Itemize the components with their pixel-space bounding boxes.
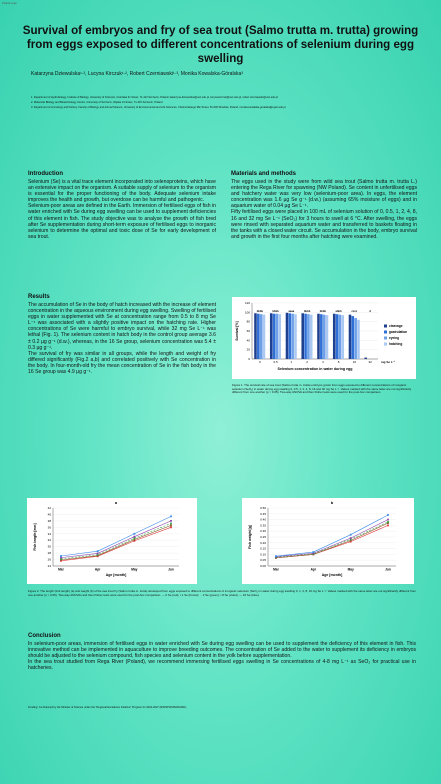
y-tick-label: 0.00 xyxy=(260,564,266,568)
affiliation-1: 1. Department of Hydrobiology, Institute of Biology, University of Szczecin, Felczaka 3c Street, 71-412 Szczecin, Poland; katarzyna.dziewulska@usz.edu.pl, lucyna.kirczuk@usz.edu.pl, robert.czerniawski@usz.edu.pl xyxy=(31,96,278,99)
y-tick-label: 0.10 xyxy=(260,552,266,557)
introduction-section xyxy=(28,171,216,240)
bar xyxy=(317,314,320,359)
affiliation-3: 3. Department of Limnology and Fishery, Faculty of Biology and Animal Science, University of Environmental and Life Sciences, Chełmońskiego 38c Street, 51-630 Wrocław, Poland, monika.kowalska-goralska@upwr.edu.pl xyxy=(31,105,286,109)
x-tick-label: Jun xyxy=(168,567,174,572)
y-tick-label: 42 xyxy=(47,506,51,510)
conclusion-paragraph-2: In the sea trout studied from Rega River (Poland), we recommend immersing fertilised eggs swelling in Se concentrations of 4-8 mg L⁻¹ as SeO₂ for practical use in hatcheries. xyxy=(28,659,416,672)
x-tick-label: 1 xyxy=(290,360,293,364)
y-tick-label: 24 xyxy=(47,564,51,568)
x-tick-label: Jun xyxy=(385,567,391,572)
figure-2a-panel xyxy=(27,498,197,584)
legend-label: hatching xyxy=(389,342,403,346)
bar xyxy=(333,314,336,359)
affiliation-2: 2. Molecular Biology and Biotechnology Centre, University of Szczecin, Wąska 13 Street, 71-415 Szczecin, Poland xyxy=(31,100,163,104)
x-unit-label: mg Se L⁻¹ xyxy=(381,360,396,364)
data-point xyxy=(170,520,172,522)
data-point xyxy=(350,534,352,536)
bar xyxy=(339,315,342,359)
legend-label: cleavage xyxy=(389,324,403,328)
figure-2b-chart xyxy=(242,498,414,584)
bar xyxy=(323,315,326,359)
legend-swatch xyxy=(384,331,387,334)
data-point xyxy=(387,514,389,516)
figure-2-caption xyxy=(28,590,416,597)
significance-label: bbbb xyxy=(272,309,279,313)
y-tick-label: 0.40 xyxy=(260,517,266,522)
y-axis-title: Fish length [mm] xyxy=(33,523,37,551)
bar xyxy=(354,318,357,359)
panel-label: a xyxy=(114,500,118,505)
bar xyxy=(326,315,329,359)
methods-paragraph-1: The eggs used in the study were from wild sea trout (Salmo trutta m. trutta L.) entering the Rega River for spawning (NW Poland). Se content in unfertilised eggs and hatchery water was very low (selenium-poor area). In eggs, the element concentration was 1.6 µg Se g⁻¹ (d.w.) (assuming 65% moisture of eggs) and in aquarium water of 0.04 µg Se L⁻¹. xyxy=(231,179,417,210)
legend-label: eyeing xyxy=(389,336,400,340)
significance-label: bbbb xyxy=(256,309,264,313)
y-tick-label: 0.50 xyxy=(260,506,266,510)
legend-swatch xyxy=(384,337,387,340)
bar xyxy=(278,314,281,359)
x-tick-label: Mar xyxy=(273,567,279,572)
data-point xyxy=(387,525,389,527)
poster-title: Survival of embryos and fry of sea trout (Salmo trutta m. trutta) growing from eggs exposed to different concentrations of selenium during egg swelling xyxy=(22,24,419,65)
figure-1-panel xyxy=(232,297,416,379)
bar xyxy=(310,315,313,359)
x-axis-title: Age [month] xyxy=(321,573,343,577)
y-tick-label: 38 xyxy=(47,518,51,523)
bar xyxy=(289,313,292,359)
bar xyxy=(286,313,289,359)
figure-2b-panel xyxy=(242,498,414,584)
y-tick-label: 120 xyxy=(244,301,250,305)
bar xyxy=(254,313,257,359)
x-tick-label: Apr xyxy=(310,567,317,572)
panel-label: b xyxy=(330,500,334,505)
figure-1-caption: Figure 1. The survival rate of sea trout (Salmo trutta m. trutta) embryos grown from eggs exposed to different concentrations of inorganic selenium (SeO₂) in water during egg swelling 0, 0.5, 1, 2, 4, 8, 16 and 32 mg Se L⁻¹. Values marked with the same letter are not significantly different from one another (p > 0.05). Two-way ANOVA and then Fisher tests were used for the post-hoc comparison xyxy=(232,383,412,395)
y-tick-label: 80 xyxy=(246,319,250,324)
data-point xyxy=(170,523,172,525)
x-tick-label: May xyxy=(131,567,138,572)
figure-1-chart xyxy=(232,297,416,379)
data-point xyxy=(97,550,99,552)
affiliations xyxy=(31,96,416,110)
figure-2-caption-legend: — 0 Se (red); ▪ 1 Se (brown); ·· 2 Se (green); ▪ 8 Se (violet); — 16 Se (blue). xyxy=(161,592,260,597)
y-tick-label: 0.15 xyxy=(260,546,266,551)
bar xyxy=(320,314,323,359)
bar xyxy=(307,314,310,359)
bar xyxy=(291,314,294,359)
y-tick-label: 0.35 xyxy=(260,523,266,528)
results-section xyxy=(28,294,216,375)
y-tick-label: 32 xyxy=(47,538,51,543)
data-point xyxy=(387,519,389,521)
results-paragraph-2: The survival of fry was similar in all groups, while the length and weight of fry differed significantly (Fig.2 a,b) and correlated positively with Se concentration in the body. In four-month-old fry the mean concentration of Se in the fish body in the 16 Se group was 4.9 µg g⁻¹. xyxy=(28,350,216,376)
y-tick-label: 40 xyxy=(246,338,250,343)
series-line xyxy=(61,516,171,556)
funding-note: Funding: Co-financed by the Minister of Science under the "Regional Excellence Initiative" Program for 2024-2027 (RID/SP/0045/2024/01) xyxy=(28,706,187,709)
data-point xyxy=(133,536,135,538)
data-point xyxy=(60,555,62,557)
bar xyxy=(364,358,367,359)
legend-swatch xyxy=(384,325,387,328)
series-line xyxy=(276,520,388,557)
series-line xyxy=(276,525,388,557)
y-tick-label: 0.05 xyxy=(260,558,266,563)
data-point xyxy=(60,557,62,559)
x-tick-label: Mar xyxy=(58,567,64,572)
y-axis-title: Fish weight [g] xyxy=(248,525,252,549)
significance-label: abbb xyxy=(335,309,342,313)
significance-label: d xyxy=(369,309,371,313)
data-point xyxy=(275,555,277,557)
bar xyxy=(357,320,360,359)
bar xyxy=(257,314,260,359)
bar xyxy=(341,315,344,359)
bar xyxy=(260,314,263,359)
significance-label: aaaa xyxy=(288,309,295,313)
methods-heading: Materials and methods xyxy=(231,171,297,177)
y-tick-label: 0.20 xyxy=(260,540,266,545)
bar xyxy=(304,314,307,359)
data-point xyxy=(170,525,172,527)
series-line xyxy=(276,515,388,556)
results-heading: Results xyxy=(28,294,50,300)
y-tick-label: 36 xyxy=(47,525,51,530)
y-tick-label: 0 xyxy=(248,357,250,361)
x-tick-label: 0.5 xyxy=(273,360,278,364)
y-axis-title: Survival [%] xyxy=(235,321,239,341)
conclusion-paragraph-1: In selenium-poor areas, immersion of fertilised eggs in water enriched with Se during egg swelling can be used to supplement the deficiency of this element in fish. This innovative method can be implemented in aquaculture to improve breeding outcomes. The concentration of Se added to the water to supplement its deficiency in embryos should be adjusted to the selenium compound, fish species and selenium content in the yolk before supplementation. xyxy=(28,641,416,660)
data-point xyxy=(133,533,135,535)
y-tick-label: 26 xyxy=(47,557,51,562)
y-tick-label: 34 xyxy=(47,531,51,536)
methods-paragraph-2: Fifty fertilised eggs were placed in 100 mL of selenium solution of 0, 0.5, 1, 2, 4, 8, 16 and 32 mg Se L⁻¹ (SeO₂) for 3 hours to swell at 6 °C. After swelling, the eggs were rinsed with separated aquarium water and transferred to baskets floating in the tanks with a closed water circuit. Se accumulation in the body, embryo survival and growth in the first four months after hatching were examined. xyxy=(231,209,417,240)
series-line xyxy=(61,521,171,558)
y-tick-label: 0.25 xyxy=(260,535,266,539)
x-tick-label: Apr xyxy=(94,567,101,572)
corner-logo: Poland-Logo xyxy=(2,2,17,5)
significance-label: cccc xyxy=(351,309,358,313)
bar xyxy=(270,313,273,359)
bar xyxy=(349,315,352,359)
x-tick-label: 4 xyxy=(322,360,324,364)
y-tick-label: 40 xyxy=(47,512,51,517)
conclusion-section xyxy=(28,633,416,671)
x-tick-label: 32 xyxy=(368,360,372,364)
y-tick-label: 28 xyxy=(47,551,51,556)
conclusion-heading: Conclusion xyxy=(28,633,61,639)
authors-line: Katarzyna Dziewulska¹·², Lucyna Kirczuk¹·², Robert Czerniawski¹·³, Monika Kowalska-Góralska³ xyxy=(31,71,244,77)
y-tick-label: 20 xyxy=(246,347,250,352)
data-point xyxy=(387,521,389,523)
x-tick-label: 0 xyxy=(259,360,261,364)
y-tick-label: 100 xyxy=(244,310,250,315)
x-tick-label: 8 xyxy=(337,360,340,364)
data-point xyxy=(350,537,352,539)
introduction-heading: Introduction xyxy=(28,171,63,177)
data-point xyxy=(312,551,314,553)
bar xyxy=(301,313,304,359)
y-tick-label: 60 xyxy=(246,329,250,333)
series-line xyxy=(276,523,388,558)
x-axis-title: Age [month] xyxy=(105,573,127,577)
data-point xyxy=(97,553,99,555)
bar xyxy=(294,314,297,359)
x-tick-label: May xyxy=(347,567,354,572)
x-tick-label: 2 xyxy=(306,360,308,364)
y-tick-label: 30 xyxy=(47,544,51,549)
data-point xyxy=(170,526,172,528)
figure-2a-chart xyxy=(27,498,197,584)
legend-label: gastrulation xyxy=(389,330,408,334)
bar xyxy=(336,314,339,359)
data-point xyxy=(133,537,135,539)
significance-label: bbbb xyxy=(319,309,327,313)
y-tick-label: 0.45 xyxy=(260,511,266,516)
y-tick-label: 0.30 xyxy=(260,529,266,534)
x-axis-title: Selenium concentration in water during egg xyxy=(277,367,353,371)
bar xyxy=(352,316,355,359)
bar xyxy=(276,314,279,359)
introduction-paragraph-1: Selenium (Se) is a vital trace element incorporated into selenoproteins, which have an extensive impact on the organism. A suitable supply of selenium to the organism is essential for the proper functioning of the body. Adequate selenium intake improves the health and growth, but overdose can be harmful and pathogenic. xyxy=(28,179,216,204)
data-point xyxy=(170,515,172,517)
legend-swatch xyxy=(384,343,387,346)
results-paragraph-1: The accumulation of Se in the body of hatch increased with the increase of element concentration in the aqueous environment during egg swelling. Swelling of fertilised eggs in water supplemented with Se at concentration range from 0.5 to 8 mg Se L⁻¹ was associated with a slightly positive impact on the hatching rate. Higher concentrations of Se were harmful to embryo survival, while 32 mg Se L⁻¹ was lethal (Fig. 1). The selenium content in hatch body in the control group average 3.6 ± 0.2 µg g⁻¹ (d.w.), whereas, in the 16 Se group, selenium concentration was 5.4 ± 0.3 µg g⁻¹. xyxy=(28,302,216,351)
methods-section xyxy=(231,171,417,240)
series-line xyxy=(276,522,388,557)
bar xyxy=(263,315,266,359)
introduction-paragraph-2: Selenium-poor areas are defined in the Earth. Immersion of fertilised eggs of fish in water enriched with Se during egg swelling can be used to supplement deficiencies of this element in fish. The study objective was to analyse the growth of fish bred after Se supplementation during short-term exposure of fertilised eggs to inorganic selenium to determine the optimal and toxic dose of Se for early development of sea trout. xyxy=(28,203,216,240)
x-tick-label: 16 xyxy=(352,360,357,364)
figure-2-caption-main: Figure 2. The length (fork length) (a) and weight (b) of the sea trout fry (Salmo trutta m. trutta) developed from eggs exposed to different concentrations of inorganic selenium (SeO₂) in water during egg swelling 0, 1, 2, 8, 16 mg Se L⁻¹. Values marked with the same letter are not significantly different from one another (p > 0.05). Two-way ANOVAs and then Fisher tests were used for the post-hoc comparison. xyxy=(28,589,416,597)
bar xyxy=(273,314,276,359)
significance-label: bbbb xyxy=(303,309,311,313)
